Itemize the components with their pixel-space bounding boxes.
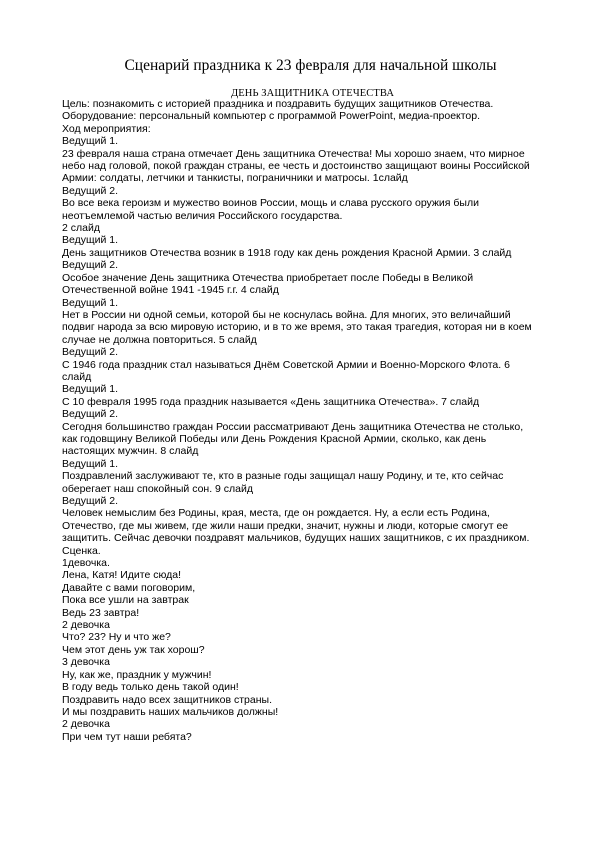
text-line: случае не должна повториться. 5 слайд — [62, 333, 257, 346]
text-line: Ведущий 2. — [62, 184, 119, 197]
text-line: Ведь 23 завтра! — [62, 606, 140, 619]
text-line: Ведущий 2. — [62, 346, 119, 359]
text-line: Поздравлений заслуживают те, кто в разные годы защищал нашу Родину, и те, кто сейчас — [62, 470, 504, 483]
text-line: Армии: солдаты, летчики и танкисты, пограничники и матросы. 1слайд — [62, 172, 408, 185]
text-line: 2 девочка — [62, 718, 110, 731]
text-line: Ведущий 1. — [62, 135, 119, 148]
text-line: настоящих мужчин. 8 слайд — [62, 445, 199, 458]
text-line: Отечество, где мы живем, где жили наши предки, значит, нужны и люди, которые смогут ее — [62, 519, 509, 532]
text-line: Чем этот день уж так хорош? — [62, 643, 205, 656]
text-line: Ход мероприятия: — [62, 122, 151, 135]
text-line: И мы поздравить наших мальчиков должны! — [62, 705, 279, 718]
text-line: Ну, как же, праздник у мужчин! — [62, 668, 212, 681]
text-line: В году ведь только день такой один! — [62, 681, 239, 694]
text-line: Пока все ушли на завтрак — [62, 594, 189, 607]
text-line: слайд — [62, 370, 92, 383]
text-line: Во все века героизм и мужество воинов России, мощь и слава русского оружия были — [62, 197, 479, 210]
text-line: Сценка. — [62, 544, 101, 557]
text-line: Нет в России ни одной семьи, которой бы не коснулась война. Для многих, это величайший — [62, 308, 511, 321]
text-line: С 1946 года праздник стал называться Днём Советской Армии и Военно-Морского Флота. 6 — [62, 358, 510, 371]
text-line: защитить. Сейчас девочки поздравят мальчиков, будущих наших защитников, с их праздником. — [62, 532, 530, 545]
text-line: Ведущий 1. — [62, 234, 119, 247]
text-line: Поздравить надо всех защитников страны. — [62, 693, 272, 706]
text-line: При чем тут наши ребята? — [62, 730, 192, 743]
text-line: небо над головой, покой граждан страны, ее честь и достоинство защищают воины Российской — [62, 160, 530, 173]
text-line: Давайте с вами поговорим, — [62, 581, 196, 594]
text-line: как годовщину Великой Победы или День Рождения Красной Армии, сколько, как день — [62, 432, 487, 445]
text-line: Оборудование: персональный компьютер с программой PowerPoint, медиа-проектор. — [62, 110, 481, 123]
text-line: Цель: познакомить с историей праздника и поздравить будущих защитников Отечества. — [62, 98, 494, 110]
text-line: Ведущий 1. — [62, 383, 119, 396]
text-line: Особое значение День защитника Отечества приобретает после Победы в Великой — [62, 271, 474, 284]
text-line: 3 девочка — [62, 656, 110, 669]
text-line: Ведущий 1. — [62, 457, 119, 470]
text-line: 2 девочка — [62, 619, 110, 632]
text-line: Отечественной войне 1941 -1945 г.г. 4 слайд — [62, 284, 279, 297]
text-line: С 10 февраля 1995 года праздник называется «День защитника Отечества». 7 слайд — [62, 395, 480, 408]
document-title: Сценарий праздника к 23 февраля для начальной школы — [124, 57, 497, 74]
document-subtitle: ДЕНЬ ЗАЩИТНИКА ОТЕЧЕСТВА — [230, 88, 394, 99]
text-line: Что? 23? Ну и что же? — [62, 631, 171, 644]
document-body — [62, 98, 552, 743]
text-line: 23 февраля наша страна отмечает День защитника Отечества! Мы хорошо знаем, что мирное — [62, 147, 525, 160]
text-line: Ведущий 2. — [62, 408, 119, 421]
text-line: День защитников Отечества возник в 1918 году как день рождения Красной Армии. 3 слайд — [62, 246, 512, 259]
text-line: Ведущий 2. — [62, 259, 119, 272]
text-line: 1девочка. — [62, 557, 110, 570]
text-line: оберегает наш спокойный сон. 9 слайд — [62, 482, 254, 495]
text-line: подвиг народа за всю мировую историю, и в то же время, это такая трагедия, которая ни в коем — [62, 321, 532, 334]
text-line: Ведущий 2. — [62, 495, 119, 507]
text-line: 2 слайд — [62, 222, 100, 235]
text-line: неотъемлемой частью величия Российского государства. — [62, 209, 343, 222]
text-line: Ведущий 1. — [62, 296, 119, 309]
text-line: Человек немыслим без Родины, края, места, где он рождается. Ну, а если есть Родина, — [62, 507, 490, 520]
text-line: Сегодня большинство граждан России рассматривают День защитника Отечества не столько, — [62, 420, 524, 433]
text-line: Лена, Катя! Идите сюда! — [62, 569, 182, 582]
